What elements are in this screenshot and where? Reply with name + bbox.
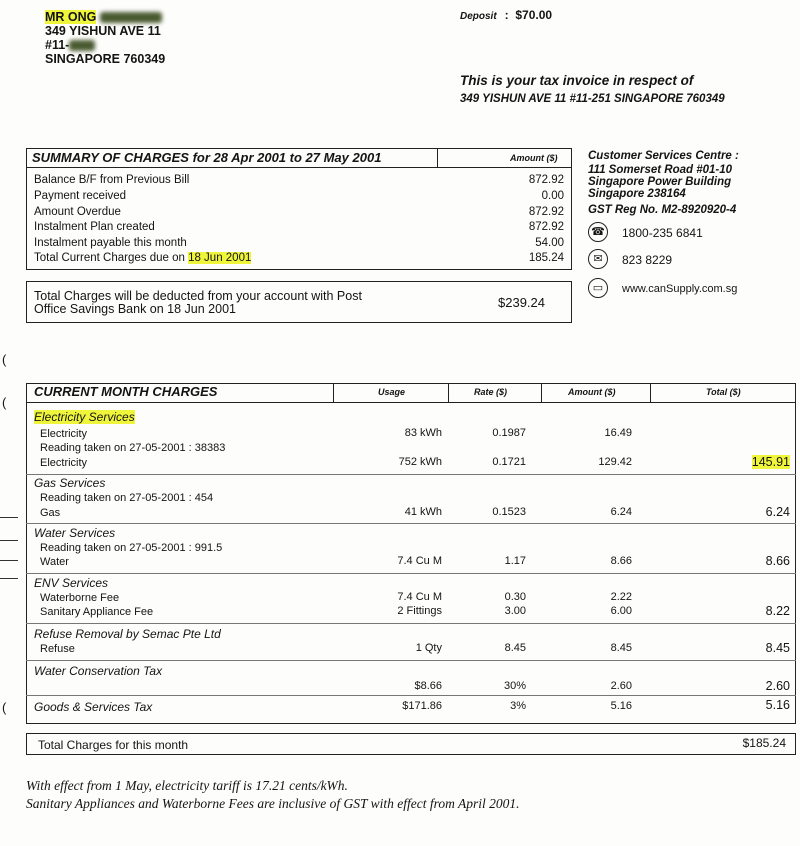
line-item-amount: 8.45 [610, 642, 632, 654]
deposit-label: Deposit [460, 11, 497, 22]
cs-title: Customer Services Centre : [588, 150, 739, 162]
section-total [700, 455, 790, 469]
electricity-section-title [34, 410, 135, 424]
line-item-amount: 16.49 [604, 427, 632, 439]
tax-invoice-line1: This is your tax invoice in respect of [460, 73, 694, 88]
customer-service-block [588, 150, 739, 216]
gst-section-title: Goods & Services Tax [34, 700, 153, 714]
deposit-sep: : [504, 8, 509, 22]
fax-icon: ✉ [588, 249, 608, 269]
unit-prefix: #11- [45, 38, 70, 52]
line-item-label: Water [40, 556, 69, 568]
line-item-usage: 41 kWh [404, 506, 442, 518]
summary-row-label: Payment received [34, 190, 127, 202]
summary-due-value: 185.24 [528, 252, 564, 264]
line-item-label: Refuse [40, 643, 75, 655]
line-item-label: Sanitary Appliance Fee [40, 606, 154, 618]
line-item-usage: 2 Fittings [397, 605, 442, 617]
line-item-amount: 6.24 [610, 506, 632, 518]
usage-header: Usage [378, 387, 406, 397]
section-total: 8.45 [765, 641, 790, 655]
cs-web[interactable]: www.canSupply.com.sg [622, 283, 738, 295]
summary-row-value: 872.92 [528, 206, 564, 218]
line-item-rate: 30% [503, 680, 526, 692]
summary-title: SUMMARY OF CHARGES for 28 Apr 2001 to 27 May 2001 [32, 150, 382, 165]
line-item-usage: 7.4 Cu M [397, 555, 442, 567]
cs-phone: 1800-235 6841 [622, 226, 703, 240]
line-item-usage: 83 kWh [404, 427, 442, 439]
redacted-unit [69, 40, 95, 51]
scan-mark [0, 517, 18, 518]
deduction-text [34, 290, 362, 316]
summary-row-label: Amount Overdue [34, 206, 121, 218]
section-total: 8.22 [765, 604, 790, 618]
monthly-total-label: Total Charges for this month [38, 738, 189, 752]
section-total: 5.16 [765, 698, 790, 712]
summary-row-value: 872.92 [528, 174, 564, 186]
deduction-line1: Total Charges will be deducted from your account with Post [34, 289, 362, 303]
gas-section-title: Gas Services [34, 476, 106, 490]
line-item-usage: $171.86 [402, 700, 442, 712]
rate-header: Rate ($) [474, 387, 508, 397]
line-item-amount: 2.22 [610, 591, 632, 603]
footnote-1: With effect from 1 May, electricity tariff is 17.21 cents/kWh. [26, 778, 348, 793]
scan-mark [0, 578, 18, 579]
line-item-label: Electricity [40, 428, 88, 440]
line-item-rate: 3.00 [504, 605, 526, 617]
section-divider [26, 523, 796, 524]
phone-icon: ☎ [588, 222, 608, 242]
address-city: SINGAPORE 760349 [45, 52, 166, 66]
customer-name: MR ONG [45, 10, 97, 24]
line-item-usage: 752 kWh [398, 456, 442, 468]
section-divider [26, 474, 796, 475]
section-divider [26, 623, 796, 624]
computer-icon: ▭ [588, 278, 608, 298]
meter-reading: Reading taken on 27-05-2001 : 38383 [40, 442, 226, 454]
summary-row-value: 0.00 [541, 190, 564, 202]
total-header: Total ($) [706, 387, 741, 397]
redacted-name [100, 12, 162, 23]
line-item-rate: 0.1721 [492, 456, 526, 468]
summary-row-label: Instalment payable this month [34, 237, 187, 249]
column-divider [333, 383, 334, 403]
meter-reading: Reading taken on 27-05-2001 : 991.5 [40, 542, 223, 554]
footnote-2: Sanitary Appliances and Waterborne Fees are inclusive of GST with effect from April 2001. [26, 796, 520, 811]
footnotes [26, 777, 519, 813]
section-total: 2.60 [765, 679, 790, 693]
section-divider [26, 573, 796, 574]
summary-row-label: Balance B/F from Previous Bill [34, 174, 190, 186]
address-line1: 349 YISHUN AVE 11 [45, 24, 161, 38]
line-item-label: Gas [40, 507, 61, 519]
deduction-amount: $239.24 [498, 295, 545, 310]
deposit-value: $70.00 [515, 8, 553, 22]
meter-reading: Reading taken on 27-05-2001 : 454 [40, 492, 214, 504]
refuse-section-title: Refuse Removal by Semac Pte Ltd [34, 627, 221, 641]
scan-mark: ( [2, 352, 7, 367]
column-divider [650, 383, 651, 403]
water-section-title: Water Services [34, 526, 116, 540]
cs-addr3: Singapore 238164 [588, 188, 686, 200]
line-item-amount: 6.00 [610, 605, 632, 617]
scan-mark: ( [2, 700, 7, 715]
summary-header-divider [26, 167, 572, 168]
amount-header: Amount ($) [568, 387, 616, 397]
scan-mark [0, 540, 18, 541]
line-item-amount: 129.42 [598, 456, 632, 468]
tax-invoice-line2: 349 YISHUN AVE 11 #11-251 SINGAPORE 760349 [460, 93, 725, 105]
summary-due-date: 18 Jun 2001 [188, 252, 252, 264]
line-item-rate: 1.17 [504, 555, 526, 567]
column-divider [448, 383, 449, 403]
line-item-usage: 7.4 Cu M [397, 591, 442, 603]
summary-due-row [34, 252, 251, 264]
section-divider [26, 695, 796, 696]
line-item-usage: 1 Qty [415, 642, 442, 654]
line-item-rate: 8.45 [504, 642, 526, 654]
summary-column-divider [437, 148, 438, 168]
line-item-rate: 0.1987 [492, 427, 526, 439]
customer-address [45, 10, 165, 66]
cs-addr1: 111 Somerset Road #01-10 [588, 164, 733, 176]
line-item-usage: $8.66 [414, 680, 442, 692]
summary-due-prefix: Total Current Charges due on [34, 252, 189, 264]
monthly-total-value: $185.24 [742, 736, 786, 750]
scan-mark: ( [2, 395, 7, 410]
section-total: 8.66 [765, 554, 790, 568]
section-total: 6.24 [765, 505, 790, 519]
deposit-info [460, 8, 552, 22]
line-item-label: Waterborne Fee [40, 592, 120, 604]
line-item-rate: 0.1523 [492, 506, 526, 518]
current-header-divider [26, 402, 796, 403]
line-item-amount: 5.16 [610, 700, 632, 712]
summary-row-value: 872.92 [528, 221, 564, 233]
cs-fax: 823 8229 [622, 253, 673, 267]
line-item-rate: 0.30 [504, 591, 526, 603]
summary-row-value: 54.00 [535, 237, 564, 249]
deduction-line2: Office Savings Bank on 18 Jun 2001 [34, 302, 236, 316]
column-divider [541, 383, 542, 403]
line-item-label: Electricity [40, 457, 88, 469]
scan-mark [0, 560, 18, 561]
line-item-amount: 2.60 [610, 680, 632, 692]
electricity-title-text: Electricity Services [34, 410, 135, 424]
wct-section-title: Water Conservation Tax [34, 664, 163, 678]
line-item-rate: 3% [510, 700, 526, 712]
env-section-title: ENV Services [34, 576, 109, 590]
cs-addr2: Singapore Power Building [588, 176, 732, 188]
electricity-total: 145.91 [751, 455, 790, 469]
summary-row-label: Instalment Plan created [34, 221, 155, 233]
summary-amount-header: Amount ($) [510, 153, 558, 163]
current-charges-title: CURRENT MONTH CHARGES [34, 384, 218, 399]
tax-invoice-statement [460, 72, 725, 108]
section-divider [26, 660, 796, 661]
cs-gst: GST Reg No. M2-8920920-4 [588, 204, 737, 216]
line-item-amount: 8.66 [610, 555, 632, 567]
